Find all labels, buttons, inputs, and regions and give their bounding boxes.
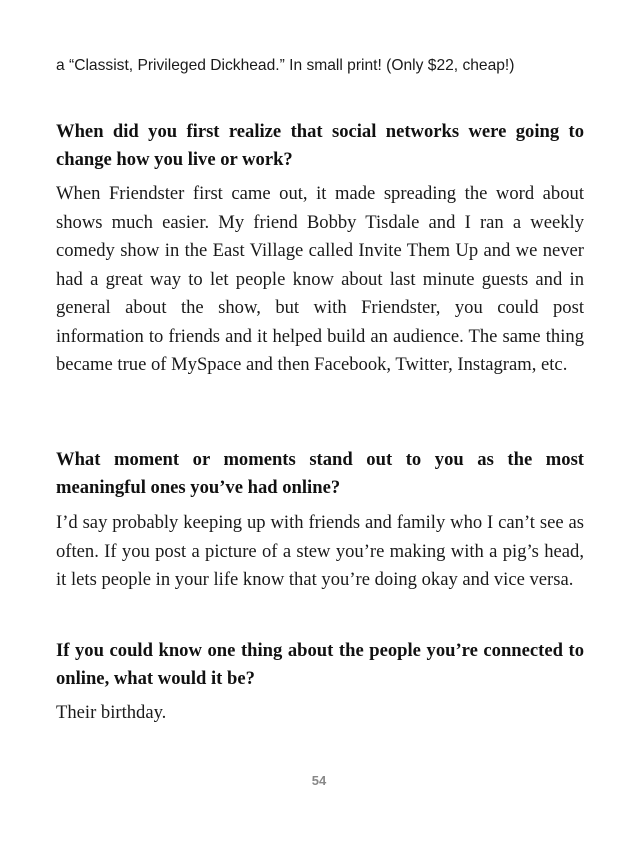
intro-paragraph: a “Classist, Privileged Dickhead.” In small print! (Only $22, cheap!) <box>56 57 515 74</box>
question-1: When did you first realize that social networks were going to change how you live or work? <box>56 121 584 170</box>
answer-2: I’d say probably keeping up with friends and family who I can’t see as often. If you post a picture of a stew you’re making with a pig’s head, it lets people in your life know that you’re doing okay and vice versa. <box>56 512 584 590</box>
question-2: What moment or moments stand out to you as the most meaningful ones you’ve had online? <box>56 449 584 498</box>
page-number: 54 <box>311 773 327 788</box>
answer-3: Their birthday. <box>56 702 167 723</box>
question-3: If you could know one thing about the people you’re connected to online, what would it be? <box>56 640 584 689</box>
answer-1: When Friendster first came out, it made spreading the word about shows much easier. My friend Bobby Tisdale and I ran a weekly comedy show in the East Village called Invite Them Up and we never had a great way to let people know about last minute guests and in general about the show, but with Friendster, you could post information to friends and it helped build an audience. The same thing became true of MySpace and then Facebook, Twitter, Instagram, etc. <box>56 183 584 375</box>
